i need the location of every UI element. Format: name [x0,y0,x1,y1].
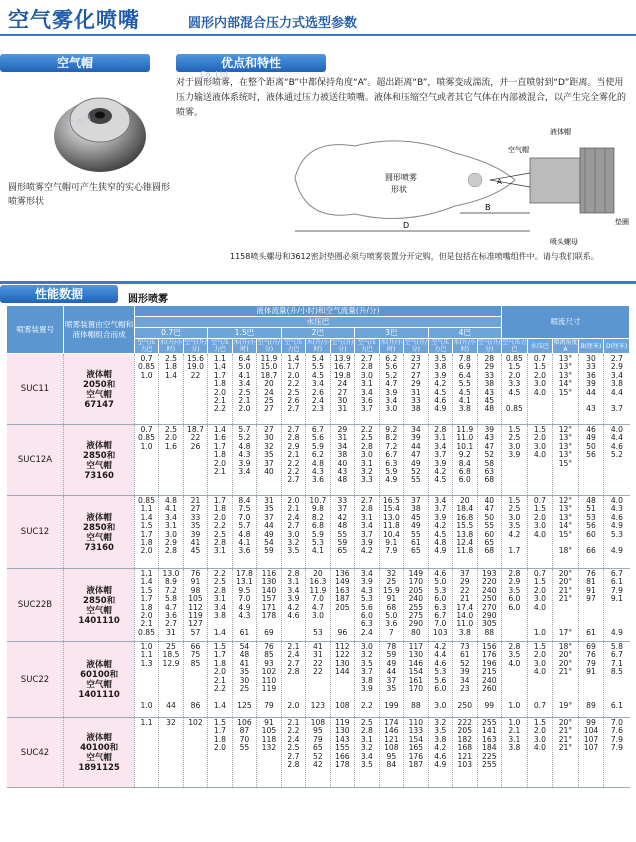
watermark-corp: Co.,Ltd [200,70,229,79]
value-cell: 0.7 1.5 2.0 3.0 4.0 [527,354,553,425]
value-cell: 20° 20° 21° 21° 17° [553,569,579,642]
value-cell: 102 [183,718,207,788]
value-cell: 21 27 33 35 39 41 45 [183,496,207,569]
dim-sub-header: 空气压力巴 [502,339,527,353]
watermark-cn: 广州市 [67,113,93,130]
pressure-header: 3巴 [355,328,428,339]
value-cell: 91 105 118 132 [257,718,281,788]
value-cell: 2.7 2.9 3.4 3.8 4.4 3.7 [604,354,630,425]
value-cell: 1.1 1.4 1.5 1.7 1.8 2.0 2.1 0.85 [134,569,158,642]
spray-type-cell: SUC11 [7,354,64,425]
value-cell: 12° 13° 13° 14° 15° 18° [553,496,579,569]
value-cell: 2.1 2.2 2.4 2.5 2.7 2.8 [281,718,305,788]
value-cell: 76 91 98 105 112 119 127 57 [183,569,207,642]
combo-cell: 液体帽 2850和 空气帽 73160 [64,425,134,496]
value-cell: 2.1 2.4 2.7 2.8 2.0 [281,642,305,718]
value-cell: 4.0 4.4 4.6 5.2 [604,425,630,496]
page-subtitle: 圆形内部混合压力式选型参数 [188,16,358,31]
dim-sub-header: B(厘米) [578,339,604,354]
value-cell: 33 37 42 48 55 59 65 [330,496,354,569]
value-cell: 5.4 5.5 4.5 3.4 2.6 2.4 2.3 [306,354,330,425]
value-cell: 0.85 1.1 1.4 1.5 1.7 1.8 2.0 [134,496,158,569]
value-cell: 13.9 16.7 19.8 24 27 30 31 [330,354,354,425]
value-cell: 99 104 107 107 [578,718,604,788]
value-cell: 2.8 3.1 3.4 3.7 3.9 4.2 4.5 [428,425,452,496]
value-cell: 27 30 32 35 37 40 [257,425,281,496]
gasket-label: 垫圈 [615,218,629,226]
spray-type-cell: SUC42 [7,718,64,788]
value-cell: 1.5 1.7 1.8 2.0 2.1 2.2 1.4 [208,642,232,718]
value-cell: 106 87 70 55 [232,718,256,788]
value-cell: 1.4 1.6 1.7 1.8 2.0 2.1 [208,425,232,496]
value-cell: 1.5 2.5 3.0 3.5 4.2 1.7 [502,496,528,569]
value-cell: 12° 13° 13° 13° 15° [553,425,579,496]
sub-header: 水(升/小时) [159,339,183,353]
dim-sub-header: 喷流角度A [553,339,578,353]
spray-label-2: 形状 [391,185,407,194]
value-cell: 0.85 1.5 2.0 3.3 4.5 0.85 [502,354,528,425]
value-cell: 10.7 9.8 8.2 6.8 5.9 5.3 4.1 [306,496,330,569]
combo-cell: 液体帽 2850和 空气帽 1401110 [64,569,134,642]
value-cell: 13.0 8.9 7.2 5.8 4.7 3.6 2.7 31 [159,569,183,642]
dim-sub-header: D(厘米) [604,339,630,354]
value-cell: 222 205 182 168 121 103 [453,718,477,788]
value-cell: 5.8 6.7 7.1 8.5 6.1 [604,642,630,718]
combo-cell: 液体帽 40100和 空气帽 1891125 [64,718,134,788]
value-cell: 1.5 1.7 1.8 2.0 [208,718,232,788]
value-cell: 1.5 2.0 3.0 4.0 [527,718,553,788]
value-cell: 3.5 3.8 3.9 4.2 4.5 4.6 4.9 [428,354,452,425]
value-cell: 7.0 7.6 7.9 7.9 [604,718,630,788]
value-cell: 16.5 15.4 13.0 11.8 10.4 9.1 7.9 [379,496,403,569]
value-cell: 117 130 146 154 161 170 88 [404,642,428,718]
value-cell: 174 146 121 108 95 84 [379,718,403,788]
value-cell: 2.8 2.9 3.5 6.0 6.0 [502,569,528,642]
value-cell: 73 61 52 39 34 23 250 [453,642,477,718]
value-cell: 37 38 45 49 55 61 65 [404,496,428,569]
value-cell: 30 33 36 39 44 43 [578,354,604,425]
combo-cell: 液体帽 2850和 空气帽 73160 [64,496,134,569]
value-cell: 28 29 33 38 43 45 48 [477,354,502,425]
pressure-header: 4巴 [428,328,502,339]
value-cell: 20 18.4 16.8 15.5 13.8 12.4 11.8 [453,496,477,569]
value-cell: 6.7 6.1 7.9 9.1 4.9 [604,569,630,642]
value-cell: 110 133 154 165 176 187 [404,718,428,788]
value-cell: 17.8 13.1 9.5 7.0 4.9 4.3 61 [232,569,256,642]
sub-header: 空气(升/分) [478,339,501,353]
pressure-header: 2巴 [281,328,354,339]
sub-header: 空气压力巴 [428,339,452,354]
spray-type-cell: SUC12 [7,496,64,569]
value-cell: 2.7 2.8 3.1 3.4 3.7 3.9 4.2 [355,496,379,569]
value-cell: 13° 13° 13° 14° 15° [553,354,579,425]
page-header [8,4,628,34]
pressure-header: 0.7巴 [134,328,207,339]
value-cell: 32 [159,718,183,788]
value-cell: 29 31 34 38 40 43 48 [330,425,354,496]
value-cell: 1.5 2.5 3.0 3.9 [502,425,528,496]
value-cell: 69 76 79 91 89 [578,642,604,718]
col-flow: 液体流量(升/小时)和空气流量(升/分) [134,306,501,317]
value-cell: 2.8 3.1 3.4 3.9 4.2 4.6 [281,569,305,642]
value-cell: 1.0 2.1 3.1 3.8 [502,718,528,788]
value-cell: 156 176 196 215 240 260 99 [477,642,502,718]
performance-subtitle: 圆形喷雾 [128,294,168,305]
sub-header: 空气压力巴 [355,339,379,354]
combo-cell: 液体帽 2050和 空气帽 67147 [64,354,134,425]
value-cell: 193 220 240 250 270 290 305 88 [477,569,502,642]
air-cap-description: 圆形喷雾空气帽可产生狭窄的实心锥圆形喷雾形状 [8,183,171,207]
sub-header: 水(升/小时) [380,339,403,353]
value-cell: 3.4 3.9 4.3 5.3 5.6 6.0 6.3 2.4 [355,569,379,642]
value-cell: 149 170 205 240 255 275 290 80 [404,569,428,642]
value-cell: 39 43 47 52 58 63 68 [477,425,502,496]
angle-label: A [497,178,502,186]
value-cell: 0.7 1.5 2.0 3.0 4.0 [527,496,553,569]
sub-header: 空气(升/分) [404,339,427,353]
spray-label-1: 圆形喷雾 [385,173,417,182]
table-row [7,496,630,569]
col-spray-type: 喷雾装置号 [7,306,64,354]
performance-table [6,305,630,788]
air-cap-label: 空气帽 [508,146,529,154]
order-note: 1158喷头螺母和3612密封垫圈必须与喷雾装置分开定购，但是包括在标准喷嘴组件中。请与我们联系。 [230,252,599,261]
value-cell: 0.7 1.5 2.0 3.0 4.0 1.0 [527,569,553,642]
value-cell: 9.2 8.2 7.2 6.7 6.3 5.9 4.9 [379,425,403,496]
table-row [7,642,630,718]
value-cell: 40 47 50 55 60 65 68 [477,496,502,569]
col-dims: 喷流尺寸 [502,306,630,339]
value-cell: 119 130 143 155 166 178 [330,718,354,788]
value-cell: 7.8 6.9 6.4 5.5 4.5 4.1 3.8 [453,354,477,425]
value-cell: 1.1 1.4 1.7 1.8 2.0 2.1 2.2 [208,354,232,425]
value-cell: 1.4 1.7 2.0 2.2 2.5 2.6 2.7 [281,354,305,425]
value-cell: 46 49 50 56 [578,425,604,496]
spray-type-cell: SUC22 [7,642,64,718]
value-cell: 2.2 2.5 2.8 3.0 3.1 3.2 3.3 [355,425,379,496]
value-cell: 2.5 1.8 1.4 [159,354,183,425]
value-cell: 5.7 5.2 4.8 4.3 3.9 3.4 [232,425,256,496]
value-cell: 0.7 0.85 1.0 [134,425,158,496]
value-cell: 4.6 5.0 5.3 6.0 6.3 6.7 7.0 103 [428,569,452,642]
distance-b-label: B [485,203,491,212]
value-cell: 116 130 140 157 171 178 69 [257,569,281,642]
features-text: 对于圆形喷雾，在整个距离“B”中都保持角度“A”。超出距离“B”，喷雾变成湍流，并一直喷射到“D”距离。当使用压力输送液体系统时，液体通过压力被送往喷嘴。液体和压缩空气或者其它气体在内部被混合，以产生完全雾化的喷雾。 [176,78,627,118]
value-cell: 136 149 163 187 205 96 [330,569,354,642]
value-cell: 78 59 49 44 37 35 199 [379,642,403,718]
table-row [7,718,630,788]
sub-header: 水(升/小时) [306,339,330,353]
value-cell: 15.6 19.0 22 [183,354,207,425]
sub-header: 空气压力巴 [281,339,305,354]
value-cell: 18.7 22 26 [183,425,207,496]
sub-header: 空气压力巴 [208,339,232,354]
features-tag: 优点和特性 [176,54,326,72]
value-cell: 112 122 130 144 108 [330,642,354,718]
value-cell: 3.4 3.7 3.9 4.2 4.5 4.8 4.9 [428,496,452,569]
liquid-cap-label: 液体帽 [550,128,571,136]
value-cell: 2.7 2.8 2.9 2.1 2.2 2.2 2.7 [281,425,305,496]
sub-header: 水(升/小时) [233,339,256,353]
value-cell: 8.4 7.5 7.0 5.7 4.8 4.1 3.6 [232,496,256,569]
combo-cell: 液体帽 60100和 空气帽 1401110 [64,642,134,718]
value-cell: 1.1 [134,718,158,788]
value-cell: 20 16.3 11.9 7.0 4.7 3.0 53 [306,569,330,642]
col-pressure: 水压巴 [134,317,501,328]
table-row [7,425,630,496]
air-cap-tag: 空气帽 [0,54,150,72]
value-cell: 41 31 22 22 123 [306,642,330,718]
value-cell: 11.9 11.0 10.1 9.2 8.4 6.8 6.0 [453,425,477,496]
value-cell: 34 39 44 47 49 52 55 [404,425,428,496]
sub-header: 空气(升/分) [257,339,281,353]
table-row [7,354,630,425]
table-row [7,569,630,642]
header-rule [0,34,636,36]
value-cell: 76 85 93 102 110 119 79 [257,642,281,718]
value-cell: 108 95 79 65 52 42 [306,718,330,788]
value-cell: 6.2 5.6 5.2 4.7 3.9 3.4 3.0 [379,354,403,425]
value-cell: 11.9 15.0 18.7 20 24 25 27 [257,354,281,425]
value-cell: 2.0 2.1 2.4 2.7 3.0 3.2 3.5 [281,496,305,569]
sub-header: 空气(升/分) [184,339,207,353]
sub-header: 水(升/小时) [453,339,476,353]
nozzle-nut-label: 喷头螺母 [550,238,578,246]
value-cell: 1.0 1.1 1.3 1.0 [134,642,158,718]
air-cap-image [48,74,152,178]
value-cell: 3.2 3.5 3.8 4.2 4.6 4.9 [428,718,452,788]
value-cell: 18° 20° 20° 21° 19° [553,642,579,718]
value-cell: 32 25 15.9 91 68 5.0 3.6 7 [379,569,403,642]
value-cell: 37 29 22 21 17.4 14.0 11.0 3.8 [453,569,477,642]
value-cell: 2.2 2.5 2.8 3.1 3.4 3.8 1.4 [208,569,232,642]
value-cell: 4.2 4.4 4.6 5.3 5.6 6.0 3.0 [428,642,452,718]
value-cell: 2.5 2.0 1.6 [159,425,183,496]
col-combo: 喷雾装置由空气帽和液体帽组合而成 [64,306,134,354]
value-cell: 25 18.5 12.9 44 [159,642,183,718]
section-rule [0,281,636,284]
value-cell: 6.7 5.6 5.9 6.2 4.8 4.3 3.6 [306,425,330,496]
value-cell: 76 81 91 97 61 [578,569,604,642]
performance-tag: 性能数据 [0,285,118,303]
value-cell: 23 27 27 29 31 33 38 [404,354,428,425]
dim-sub-header: 水压巴 [527,339,553,354]
value-cell: 6.4 5.0 4.1 3.4 2.5 2.1 2.0 [232,354,256,425]
value-cell: 4.0 4.3 4.6 4.9 5.3 4.9 [604,496,630,569]
value-cell: 48 51 53 56 60 66 [578,496,604,569]
value-cell: 4.8 4.1 3.4 3.1 3.0 2.9 2.8 [159,496,183,569]
value-cell: 2.5 2.8 3.1 3.2 3.4 3.5 [355,718,379,788]
table-body [7,354,630,788]
value-cell: 2.8 3.5 4.0 1.0 [502,642,528,718]
value-cell: 66 75 85 86 [183,642,207,718]
value-cell: 31 35 37 44 49 54 59 [257,496,281,569]
value-cell: 0.7 0.85 1.0 [134,354,158,425]
value-cell: 3.0 3.2 3.5 3.7 3.8 3.9 2.2 [355,642,379,718]
value-cell: 54 48 41 35 30 25 125 [232,642,256,718]
value-cell: 1.5 2.0 3.0 4.0 0.7 [527,642,553,718]
spray-diagram [285,118,633,250]
spray-type-cell: SUC22B [7,569,64,642]
sub-header: 空气(升/分) [331,339,354,353]
value-cell: 1.7 1.8 2.0 2.2 2.5 2.8 3.1 [208,496,232,569]
value-cell: 255 141 163 184 225 255 [477,718,502,788]
value-cell: 2.7 2.8 3.0 3.1 3.4 3.6 3.7 [355,354,379,425]
spray-type-cell: SUC12A [7,425,64,496]
distance-d-label: D [403,221,410,230]
pressure-header: 1.5巴 [208,328,281,339]
value-cell: 20° 21° 21° 21° [553,718,579,788]
page-title: 空气雾化喷嘴 [8,8,140,32]
value-cell: 1.5 2.0 3.0 4.0 [527,425,553,496]
sub-header: 空气压力巴 [134,339,158,354]
